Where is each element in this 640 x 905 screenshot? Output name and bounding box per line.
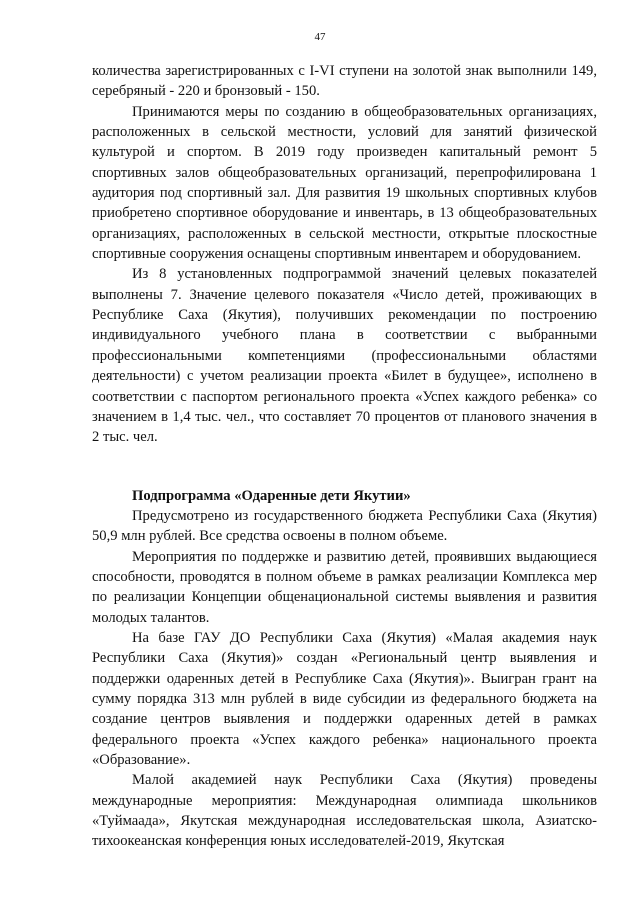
body-text (92, 61, 597, 852)
paragraph-talent-support: Мероприятия по поддержке и развитию детей, проявивших выдающиеся способности, проводятся в полном объеме в рамках реализации Комплекса мер по реализации Концепции общенациональной системы выявления и развития молодых талантов. (92, 548, 597, 626)
page-number: 47 (314, 31, 326, 43)
paragraph-sports-facilities: Принимаются меры по созданию в общеобразовательных организациях, расположенных в сельской местности, условий для занятий физической культурой и спортом. В 2019 году произведен капитальный ремонт 5 спортивных залов общеобразовательных организаций, перепрофилирована 1 аудитория под спортивный зал. Для развития 19 школьных спортивных клубов приобретено спортивное оборудование и инвентарь, в 13 общеобразовательных организациях, расположенных в сельской местности, открытые плоскостные спортивные сооружения оснащены спортивным инвентарем и оборудованием. (92, 103, 597, 263)
paragraph-continuation: количества зарегистрированных с I-VI ступени на золотой знак выполнили 149, серебряный - 220 и бронзовый - 150. (92, 63, 597, 100)
paragraph-target-indicators: Из 8 установленных подпрограммой значений целевых показателей выполнены 7. Значение целевого показателя «Число детей, проживающих в Республике Саха (Якутия), получивших рекомендации по построению индивидуального учебного плана в соответствии с выбранными профессиональными компетенциями (профессиональными областями деятельности) с учетом реализации проекта «Билет в будущее», исполнено в соответствии с паспортом регионального проекта «Успех каждого ребенка» со значением в 1,4 тыс. чел., что составляет 70 процентов от планового значения в 2 тыс. чел. (92, 266, 597, 446)
paragraph-budget: Предусмотрено из государственного бюджета Республики Саха (Якутия) 50,9 млн рублей. Все средства освоены в полном объеме. (92, 507, 597, 545)
section-heading: Подпрограмма «Одаренные дети Якутии» (132, 487, 411, 504)
paragraph-regional-center: На базе ГАУ ДО Республики Саха (Якутия) «Малая академия наук Республики Саха (Якутия)» создан «Региональный центр выявления и поддержки одаренных детей в Республике Саха (Якутия)». Выигран грант на сумму порядка 313 млн рублей в виде субсидии из федерального бюджета на создание центров выявления и поддержки одаренных детей в рамках федерального проекта «Успех каждого ребенка» национального проекта «Образование». (92, 629, 597, 768)
paragraph-international-events: Малой академией наук Республики Саха (Якутия) проведены международные мероприятия: Международная олимпиада школьников «Туймаада», Якутская международная исследовательская школа, Азиатско-тихоокеанская конференция юных исследователей-2019, Якутская (92, 772, 597, 850)
